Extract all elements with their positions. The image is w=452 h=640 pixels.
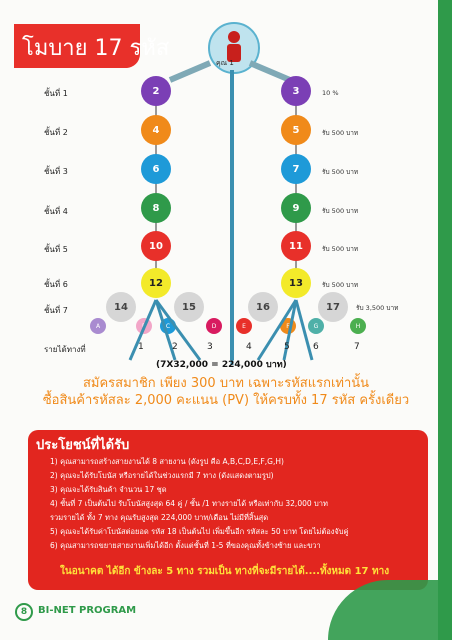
income-col-5: 5 — [284, 342, 290, 352]
reward-1: 10 % — [322, 89, 339, 97]
benefit-summary: ในอนาคต ได้อีก ข้างละ 5 ทาง รวมเป็น ทางที่จะมีรายได้....ทั้งหมด 17 ทาง — [60, 566, 390, 577]
node-left-5: 10 — [141, 231, 171, 261]
tiny-node-f: F — [280, 318, 296, 334]
benefit-item-3: 3) คุณจะได้รับสินค้า จำนวน 17 ชุด — [50, 485, 167, 494]
promo-line-2: ซื้อสินค้ารหัสละ 2,000 คะแนน (PV) ให้ครบทั้ง 17 รหัส ครั้งเดียว — [42, 393, 410, 408]
node-bottom-17: 17 — [318, 292, 348, 322]
tiny-node-a: A — [90, 318, 106, 334]
node-left-3: 6 — [141, 154, 171, 184]
benefit-item-1: 1) คุณสามารถสร้างสายงานได้ 8 สายงาน (ดังรูป คือ A,B,C,D,E,F,G,H) — [50, 457, 284, 466]
top-person-label: คุณ 1 — [216, 59, 234, 67]
tiny-node-g: G — [308, 318, 324, 334]
income-calculation: (7X32,000 = 224,000 บาท) — [156, 360, 287, 370]
node-right-6: 13 — [281, 268, 311, 298]
tiny-node-h: H — [350, 318, 366, 334]
reward-4: รับ 500 บาท — [322, 207, 359, 215]
income-col-2: 2 — [172, 342, 178, 352]
benefit-item-2: 2) คุณจะได้รับโบนัส หรือรายได้ในช่วงแรกมี 7 ทาง (ดังแสดงตามรูป) — [50, 471, 274, 480]
reward-2: รับ 500 บาท — [322, 129, 359, 137]
node-left-4: 8 — [141, 193, 171, 223]
level-label-5: ชั้นที่ 5 — [44, 245, 68, 254]
node-left-6: 12 — [141, 268, 171, 298]
level-label-1: ชั้นที่ 1 — [44, 89, 68, 98]
node-right-2: 5 — [281, 115, 311, 145]
node-bottom-15: 15 — [174, 292, 204, 322]
income-label: รายได้ทางที่ — [44, 345, 86, 354]
benefit-item-6: 6) คุณสามารถขยายสายงานเพิ่มได้อีก ตั้งแต่ชั้นที่ 1-5 ที่ของคุณทั้งข้างซ้าย และขวา — [50, 541, 321, 550]
income-col-6: 6 — [313, 342, 319, 352]
node-right-1: 3 — [281, 76, 311, 106]
page-number: 8 — [15, 603, 33, 621]
footer-brand: BI-NET PROGRAM — [38, 605, 137, 616]
level-label-3: ชั้นที่ 3 — [44, 167, 68, 176]
level-label-6: ชั้นที่ 6 — [44, 280, 68, 289]
node-right-5: 11 — [281, 231, 311, 261]
page-title: โมบาย 17 รหัส — [22, 36, 170, 61]
level-label-2: ชั้นที่ 2 — [44, 128, 68, 137]
income-col-4: 4 — [246, 342, 252, 352]
promo-line-1: สมัครสมาชิก เพียง 300 บาท เฉพาะรหัสแรกเท่านั้น — [82, 376, 370, 391]
node-left-1: 2 — [141, 76, 171, 106]
reward-3: รับ 500 บาท — [322, 168, 359, 176]
reward-7: รับ 3,500 บาท — [356, 304, 399, 312]
node-right-3: 7 — [281, 154, 311, 184]
income-col-7: 7 — [354, 342, 360, 352]
reward-5: รับ 500 บาท — [322, 245, 359, 253]
tiny-node-c: C — [160, 318, 176, 334]
node-right-4: 9 — [281, 193, 311, 223]
tiny-node-e: E — [236, 318, 252, 334]
benefit-item-4: 4) ชั้นที่ 7 เป็นต้นไป รับโบนัสสูงสุด 64 คู่ / ชั้น /1 ทางรายได้ หรือเท่ากับ 32,000 บาท — [50, 499, 328, 508]
reward-6: รับ 500 บาท — [322, 281, 359, 289]
level-label-7: ชั้นที่ 7 — [44, 306, 68, 315]
node-bottom-14: 14 — [106, 292, 136, 322]
benefit-item-4-cont: รวมรายได้ ทั้ง 7 ทาง คุณรับสูงสุด 224,000 บาท/เดือน ไม่มีที่สิ้นสุด — [50, 513, 269, 522]
income-col-1: 1 — [138, 342, 144, 352]
node-bottom-16: 16 — [248, 292, 278, 322]
tiny-node-b: B — [136, 318, 152, 334]
level-label-4: ชั้นที่ 4 — [44, 207, 68, 216]
income-col-3: 3 — [207, 342, 213, 352]
tiny-node-d: D — [206, 318, 222, 334]
node-left-2: 4 — [141, 115, 171, 145]
benefit-item-5: 5) คุณจะได้รับค่าโบนัสต่อยอด รหัส 18 เป็นต้นไป เพิ่มขึ้นอีก รหัสละ 50 บาท โดยไม่ต้องจับคู่ — [50, 527, 349, 536]
benefits-title: ประโยชน์ที่ได้รับ — [36, 438, 130, 453]
